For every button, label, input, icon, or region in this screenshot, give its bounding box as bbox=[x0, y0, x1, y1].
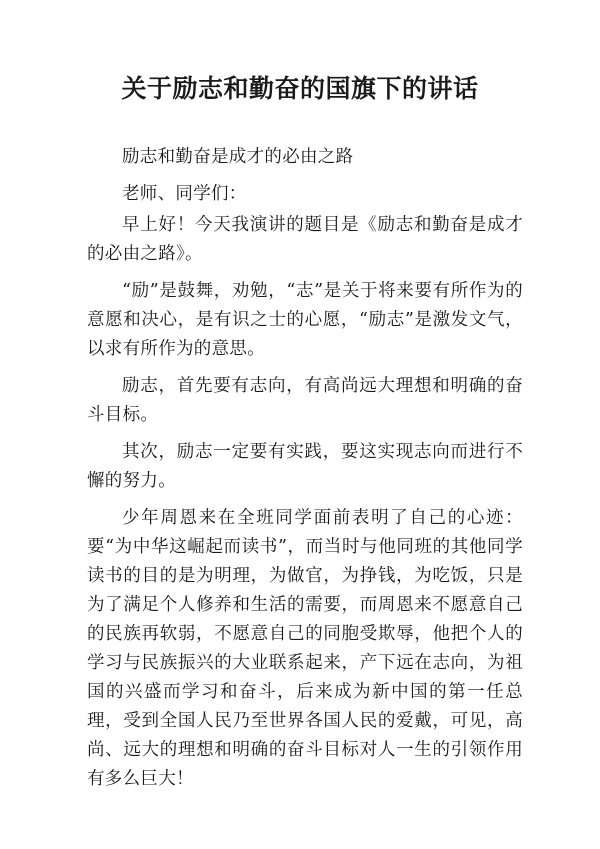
paragraph-second-point: 其次，励志一定要有实践，要这实现志向而进行不懈的努力。 bbox=[87, 442, 523, 491]
document-title: 关于励志和勤奋的国旗下的讲话 bbox=[121, 74, 479, 103]
paragraph-first-point: 励志，首先要有志向，有高尚远大理想和明确的奋斗目标。 bbox=[87, 376, 523, 425]
paragraph-zhou-enlai-story: 少年周恩来在全班同学面前表明了自己的心迹：要“为中华这崛起而读书”，而当时与他同班的其他同学读书的目的是为明理，为做官，为挣钱，为吃饭，只是为了满足个人修养和生活的需要，而周恩来不愿意自己的民族再软弱，不愿意自己的同胞受欺辱，他把个人的学习与民族振兴的大业联系起来，产下远在志向，为祖国的兴盛而学习和奋斗，后来成为新中国的第一任总理，受到全国人民乃至世界各国人民的爱戴，可见，高尚、远大的理想和明确的奋斗目标对人一生的引领作用有多么巨大！ bbox=[87, 508, 523, 789]
document-body bbox=[87, 143, 523, 794]
paragraph-greeting: 早上好！今天我演讲的题目是《励志和勤奋是成才的必由之路》。 bbox=[87, 215, 523, 264]
salutation: 老师、同学们： bbox=[122, 184, 247, 204]
speech-subtitle: 励志和勤奋是成才的必由之路 bbox=[122, 147, 354, 167]
paragraph-definition: “励”是鼓舞，劝勉，“志”是关于将来要有所作为的意愿和决心，是有识之士的心愿，“励志”是激发文气，以求有所作为的意思。 bbox=[87, 281, 523, 359]
